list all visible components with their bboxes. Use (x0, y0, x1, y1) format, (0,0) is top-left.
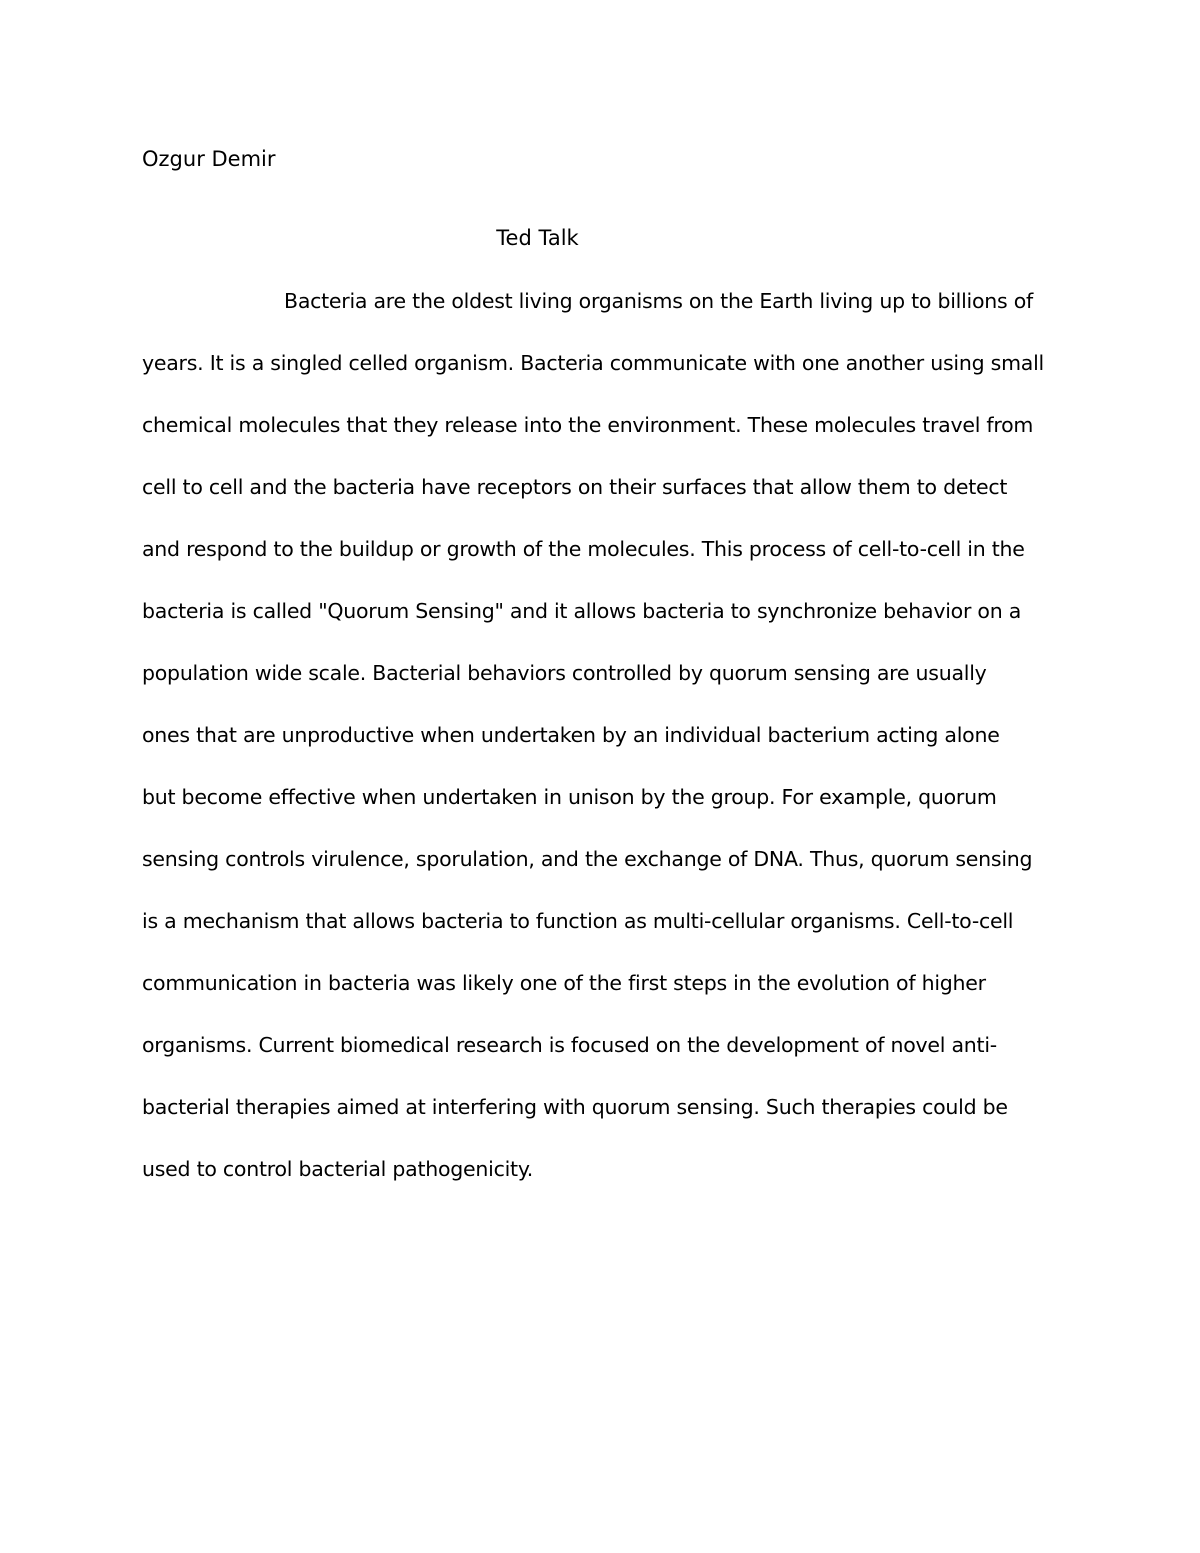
paragraph-line: bacteria is called "Quorum Sensing" and it allows bacteria to synchronize behavior on a (142, 599, 1022, 623)
paragraph-line: population wide scale. Bacterial behaviors controlled by quorum sensing are usually (142, 661, 987, 685)
document-title-text: Ted Talk (496, 226, 579, 250)
paragraph-line: ones that are unproductive when undertaken by an individual bacterium acting alone (142, 723, 1000, 747)
paragraph-line: communication in bacteria was likely one of the first steps in the evolution of higher (142, 971, 986, 995)
paragraph-line: cell to cell and the bacteria have receptors on their surfaces that allow them to detect (142, 475, 1008, 499)
paragraph-line: bacterial therapies aimed at interfering with quorum sensing. Such therapies could be (142, 1095, 1008, 1119)
paragraph-line: but become effective when undertaken in unison by the group. For example, quorum (142, 785, 997, 809)
author-name: Ozgur Demir (142, 147, 276, 171)
paragraph-line: Bacteria are the oldest living organisms on the Earth living up to billions of (284, 289, 1033, 313)
paragraph-line: chemical molecules that they release into the environment. These molecules travel from (142, 413, 1034, 437)
paragraph-line: is a mechanism that allows bacteria to function as multi-cellular organisms. Cell-to-cell (142, 909, 1014, 933)
document-title (0, 225, 1075, 251)
paragraph-line: and respond to the buildup or growth of the molecules. This process of cell-to-cell in the (142, 537, 1025, 561)
paragraph-line: used to control bacterial pathogenicity. (142, 1157, 534, 1181)
paragraph-line: organisms. Current biomedical research is focused on the development of novel anti- (142, 1033, 997, 1057)
paragraph-line: sensing controls virulence, sporulation, and the exchange of DNA. Thus, quorum sensing (142, 847, 1033, 871)
paragraph-line: years. It is a singled celled organism. Bacteria communicate with one another using small (142, 351, 1044, 375)
